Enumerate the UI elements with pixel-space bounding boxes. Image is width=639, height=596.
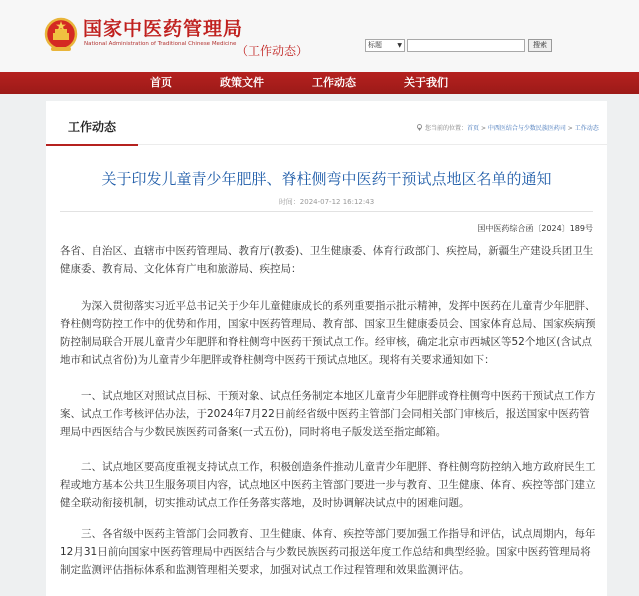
column-header [46, 101, 607, 145]
article-paragraph-addressees: 各省、自治区、直辖市中医药管理局、教育厅(教委)、卫生健康委、体育行政部门、疾控局，新疆生产建设兵团卫生健康委、教育局、文化体育广电和旅游局、疾控局： [60, 245, 594, 275]
breadcrumb-separator: > [479, 125, 488, 132]
document-number: 国中医药综合函〔2024〕189号 [477, 224, 593, 233]
article-paragraph-item-1: 一、试点地区对照试点目标、干预对象、试点任务制定本地区儿童青少年肥胖或脊柱侧弯中医药干预试点工作方案、试点工作考核评估办法，于2024年7月22日前经省级中医药主管部门会同相关部门审核后，报送国家中医药管理局中西医结合与少数民族医药司备案(一式五份)，同时将电子版发送至指定邮箱。 [60, 390, 596, 438]
article-paragraph-intro: 为深入贯彻落实习近平总书记关于少年儿童健康成长的系列重要指示批示精神，发挥中医药在儿童青少年肥胖、脊柱侧弯防控工作中的优势和作用，国家中医药管理局、教育部、国家卫生健康委员会、国家体育总局、国家疾病预防控制局联合开展儿童青少年肥胖和脊柱侧弯中医药干预试点工作。经审核，确定北京市西城区等52个地区(含试点地市和试点省份)为儿童青少年肥胖或脊柱侧弯中医药干预试点地区。现将有关要求通知如下： [60, 300, 596, 366]
column-title-underline [46, 144, 138, 146]
column-title: 工作动态 [68, 120, 117, 134]
title-divider [60, 211, 593, 212]
breadcrumb-department[interactable]: 中西医结合与少数民族医药司 [487, 125, 566, 132]
search-button[interactable]: 搜索 [528, 39, 552, 52]
search-input[interactable] [407, 39, 525, 52]
nav-item-home[interactable]: 首页 [150, 76, 172, 89]
search-scope-value: 标题 [368, 41, 382, 49]
main-nav [0, 72, 639, 94]
section-badge: （工作动态） [236, 44, 309, 58]
site-title-english: National Administration of Traditional Chinese Medicine [84, 41, 237, 47]
article-container [46, 101, 607, 596]
search-scope-select[interactable] [365, 39, 405, 52]
site-header [0, 0, 639, 72]
breadcrumb-separator: > [565, 125, 575, 132]
article-paragraph-item-3: 三、各省级中医药主管部门会同教育、卫生健康、体育、疾控等部门要加强工作指导和评估，试点周期内，每年12月31日前向国家中医药管理局中西医结合与少数民族医药司报送年度工作总结和典型经验。国家中医药管理局将制定监测评估指标体系和监测管理相关要求，加强对试点工作过程管理和效果监测评估。 [60, 528, 596, 576]
chevron-down-icon: ▼ [397, 42, 402, 49]
article-paragraph-item-2: 二、试点地区要高度重视支持试点工作，积极创造条件推动儿童青少年肥胖、脊柱侧弯防控纳入地方政府民生工程或地方基本公共卫生服务项目内容，试点地区中医药主管部门要进一步与教育、卫生健康、体育、疾控等部门建立健全联动衔接机制，切实推动试点工作任务落实落地，及时协调解决试点中的困难问题。 [60, 461, 596, 509]
nav-item-news[interactable]: 工作动态 [312, 76, 356, 89]
nav-item-about[interactable]: 关于我们 [404, 76, 448, 89]
nav-item-policy[interactable]: 政策文件 [220, 76, 264, 89]
site-title[interactable]: 国家中医药管理局 [83, 18, 244, 40]
breadcrumb [416, 123, 599, 132]
national-emblem-icon [44, 16, 78, 54]
breadcrumb-current[interactable]: 工作动态 [574, 125, 599, 132]
article-title: 关于印发儿童青少年肥胖、脊柱侧弯中医药干预试点地区名单的通知 [101, 170, 552, 188]
breadcrumb-home[interactable]: 首页 [467, 125, 480, 132]
location-pin-icon [416, 124, 423, 131]
publish-time: 时间：2024-07-12 16:12:43 [278, 198, 375, 206]
breadcrumb-prefix: 您当前的位置： [425, 125, 468, 132]
